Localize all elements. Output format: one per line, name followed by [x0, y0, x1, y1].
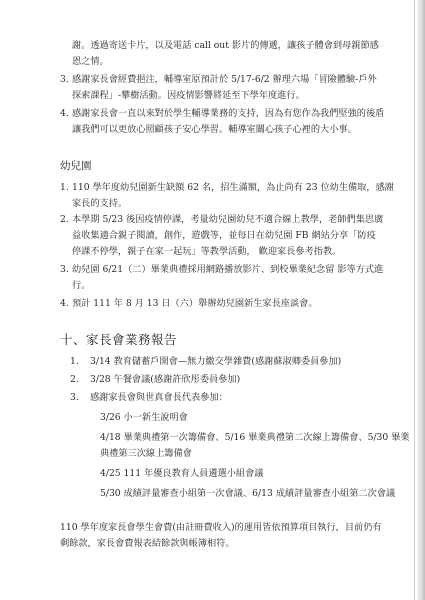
pta-closing-line2: 剩餘款，家長會費報表結餘款與帳簿相符。	[60, 538, 235, 549]
item3-line2: 探索課程」-攀樹活動。因疫情影響將延至下學年度進行。	[72, 90, 305, 101]
pta-item2-text: 3/28 午餐會議(感謝許欣彤委員參加)	[90, 374, 241, 385]
kg-item3-line1: 幼兒園 6/21（二）畢業典禮採用網路播放影片、到校畢業紀念留 影等方式進	[72, 264, 384, 275]
item2-continuation-line2: 恩之情。	[72, 56, 109, 67]
pta-item3-text: 感謝家長會與世真會長代表參加：	[90, 392, 228, 403]
scan-shadow-line	[414, 0, 415, 600]
pta-sub-item1: 3/26 小一新生說明會	[100, 412, 188, 423]
kg-item1-line2: 家長的支持。	[72, 198, 128, 209]
item2-continuation-line1: 謝。透過寄送卡片，以及電話 call out 影片的傳遞，讓孩子體會到母親節感	[72, 40, 379, 51]
item3-number: 3.	[60, 74, 69, 85]
pta-item1-number: 1.	[70, 356, 79, 367]
kg-item2-line2: 益收集適合親子閱讀，創作，遊戲等，並每日在幼兒園 FB 網站分享「防疫	[72, 230, 376, 241]
kg-item3-number: 3.	[60, 264, 69, 275]
item4-line2: 讓我們可以更放心照顧孩子安心學習。輔導室關心孩子心裡的大小事。	[72, 124, 357, 135]
kindergarten-heading: 幼兒園	[60, 160, 92, 172]
pta-closing-line1: 110 學年度家長會學生會費(由註冊費收入)的運用皆依預算項目執行，目前仍有	[60, 522, 382, 533]
kg-item1-line1: 110 學年度幼兒園新生缺額 62 名，招生滿額，為止尚有 23 位幼生備取，感謝	[72, 182, 394, 193]
pta-sub-item2-line2: 典禮第三次線上籌備會	[100, 448, 192, 459]
scan-edge	[417, 0, 425, 600]
pta-item1-text: 3/14 教育儲蓄戶開會—無力繳交學雜費(感謝蘇淑卿委員參加)	[90, 356, 342, 367]
item4-number: 4.	[60, 108, 69, 119]
pta-sub-item2-line1: 4/18 畢業典禮第一次籌備會、5/16 畢業典禮第二次線上籌備會、5/30 畢業	[100, 432, 410, 443]
kg-item1-number: 1.	[60, 182, 69, 193]
pta-sub-item3: 4/25 111 年優良教育人員遴選小組會議	[100, 468, 264, 479]
item4-line1: 感謝家長會一直以來對於學生輔導業務的支持，因為有您作為我們堅強的後盾	[72, 108, 385, 119]
item3-line1: 感謝家長會經費挹注，輔導室原預計於 5/17-6/2 辦理六場「冒險體驗-戶外	[72, 74, 377, 85]
kg-item2-number: 2.	[60, 214, 69, 225]
kg-item4-number: 4.	[60, 298, 69, 309]
pta-item3-number: 3.	[70, 392, 79, 403]
kg-item2-line3: 停課不停學，親子在家一起玩」等教學活動， 歡迎家長參考指教。	[72, 246, 342, 257]
kg-item2-line1: 本學期 5/23 後因疫情停課，考量幼兒園幼兒不適合線上教學，老師們集思廣	[72, 214, 384, 225]
pta-item2-number: 2.	[70, 374, 79, 385]
kg-item4-line1: 預計 111 年 8 月 13 日（六）舉辦幼兒園新生家長座談會。	[72, 298, 318, 309]
pta-section-heading: 十、家長會業務報告	[60, 332, 178, 347]
kg-item3-line2: 行。	[72, 280, 91, 291]
pta-sub-item4: 5/30 成績評量審查小組第一次會議、6/13 成績評量審查小組第二次會議	[100, 488, 396, 499]
